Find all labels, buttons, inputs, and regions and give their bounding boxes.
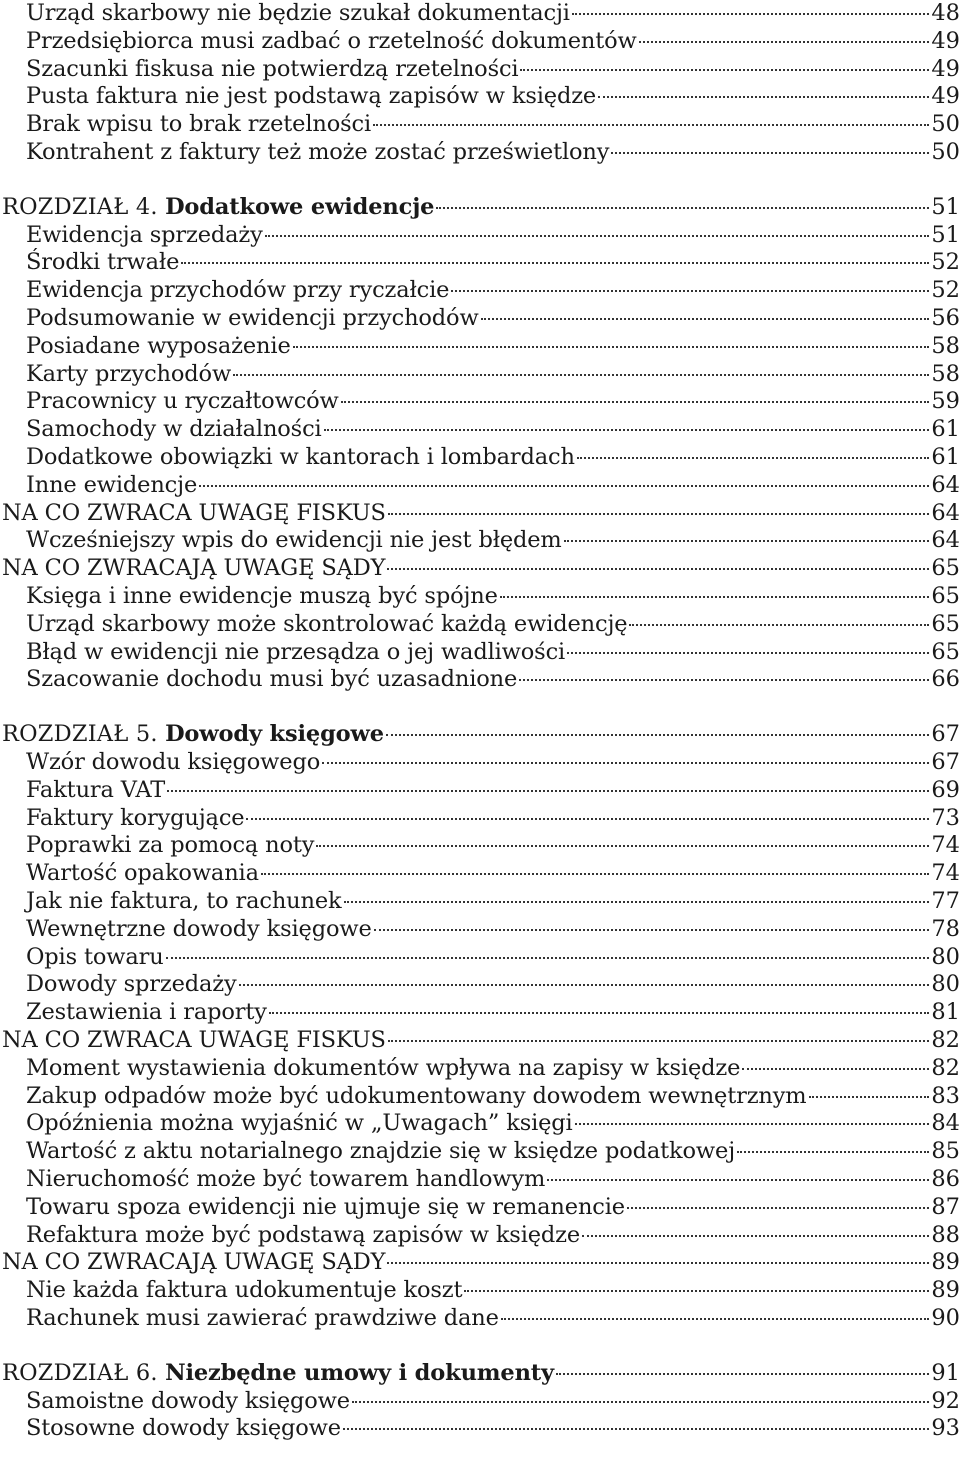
toc-entry xyxy=(0,1414,960,1442)
dot-leader xyxy=(519,679,929,681)
dot-leader xyxy=(809,1096,930,1098)
toc-entry-title: Pracownicy u ryczałtowców xyxy=(26,388,339,414)
toc-entry xyxy=(0,276,960,304)
dot-leader xyxy=(481,318,930,320)
page-number: 80 xyxy=(931,944,960,970)
toc-entry xyxy=(0,748,960,776)
chapter-title: Niezbędne umowy i dokumenty xyxy=(165,1360,554,1386)
page-number: 88 xyxy=(931,1222,960,1248)
toc-entry-title: NA CO ZWRACA UWAGĘ FISKUS xyxy=(2,1027,386,1053)
page-number: 65 xyxy=(931,583,960,609)
toc-entry xyxy=(0,665,960,693)
toc-entry xyxy=(0,638,960,666)
dot-leader xyxy=(322,762,929,764)
toc-entry xyxy=(0,1054,960,1082)
toc-entry-title: Przedsiębiorca musi zadbać o rzetelność dokumentów xyxy=(26,28,637,54)
dot-leader xyxy=(316,845,929,847)
toc-entry xyxy=(0,387,960,415)
page-number: 86 xyxy=(931,1166,960,1192)
toc-entry-title: NA CO ZWRACAJĄ UWAGĘ SĄDY xyxy=(2,555,386,581)
toc-entry xyxy=(0,887,960,915)
page-number: 65 xyxy=(931,555,960,581)
page-number: 61 xyxy=(931,416,960,442)
toc-entry-title: Dodatkowe obowiązki w kantorach i lombardach xyxy=(26,444,575,470)
dot-leader xyxy=(572,13,930,15)
page-number: 64 xyxy=(931,527,960,553)
section-heading xyxy=(0,1248,960,1276)
toc-entry-title: Poprawki za pomocą noty xyxy=(26,832,315,858)
chapter-number: ROZDZIAŁ 5. xyxy=(2,721,166,747)
dot-leader xyxy=(167,790,929,792)
toc-entry-title: Rachunek musi zawierać prawdziwe dane xyxy=(26,1305,499,1331)
toc-entry xyxy=(0,138,960,166)
dot-leader xyxy=(233,374,929,376)
toc-entry xyxy=(0,1276,960,1304)
toc-entry-title: Stosowne dowody księgowe xyxy=(26,1415,341,1441)
toc-entry xyxy=(0,970,960,998)
page-number: 73 xyxy=(931,805,960,831)
page-number: 81 xyxy=(931,999,960,1025)
dot-leader xyxy=(464,1290,929,1292)
chapter-number: ROZDZIAŁ 4. xyxy=(2,194,166,220)
dot-leader xyxy=(166,957,930,959)
page-number: 82 xyxy=(931,1027,960,1053)
page-number: 56 xyxy=(931,305,960,331)
page-number: 85 xyxy=(931,1138,960,1164)
page-number: 74 xyxy=(931,860,960,886)
dot-leader xyxy=(577,457,930,459)
dot-leader xyxy=(265,235,930,237)
chapter-number: ROZDZIAŁ 6. xyxy=(2,1360,166,1386)
dot-leader xyxy=(324,429,930,431)
page-number: 61 xyxy=(931,444,960,470)
toc-entry xyxy=(0,831,960,859)
toc-entry-title: Wartość z aktu notarialnego znajdzie się w księdze podatkowej xyxy=(26,1138,736,1164)
page-number: 65 xyxy=(931,611,960,637)
toc-entry-title: NA CO ZWRACAJĄ UWAGĘ SĄDY xyxy=(2,1249,386,1275)
page-number: 50 xyxy=(931,111,960,137)
toc-entry xyxy=(0,304,960,332)
dot-leader xyxy=(388,513,930,515)
dot-leader xyxy=(627,1207,929,1209)
page-number: 64 xyxy=(931,472,960,498)
toc-entry xyxy=(0,526,960,554)
dot-leader xyxy=(199,485,929,487)
toc-entry-title: Faktury korygujące xyxy=(26,805,245,831)
toc-entry xyxy=(0,0,960,27)
toc-entry xyxy=(0,471,960,499)
dot-leader xyxy=(500,596,930,598)
toc-entry xyxy=(0,1137,960,1165)
toc-entry-title xyxy=(2,720,384,748)
page-number: 66 xyxy=(931,666,960,692)
page-number: 67 xyxy=(931,721,960,747)
chapter-heading xyxy=(0,720,960,748)
dot-leader xyxy=(344,901,930,903)
dot-leader xyxy=(181,262,929,264)
dot-leader xyxy=(575,1123,930,1125)
dot-leader xyxy=(269,1012,930,1014)
page-number: 77 xyxy=(931,888,960,914)
chapter-title: Dowody księgowe xyxy=(165,721,384,747)
toc-entry-title: Faktura VAT xyxy=(26,777,166,803)
toc-entry-title: Błąd w ewidencji nie przesądza o jej wadliwości xyxy=(26,639,566,665)
page-number: 52 xyxy=(931,249,960,275)
page-number: 49 xyxy=(931,83,960,109)
toc-entry xyxy=(0,360,960,388)
page-number: 80 xyxy=(931,971,960,997)
toc-entry xyxy=(0,110,960,138)
dot-leader xyxy=(373,124,929,126)
section-heading xyxy=(0,499,960,527)
section-heading xyxy=(0,1026,960,1054)
toc-entry xyxy=(0,610,960,638)
toc-entry xyxy=(0,82,960,110)
toc-entry-title: Urząd skarbowy może skontrolować każdą ewidencję xyxy=(26,611,628,637)
toc-entry xyxy=(0,1221,960,1249)
page-number: 49 xyxy=(931,56,960,82)
dot-leader xyxy=(520,69,929,71)
page-number: 89 xyxy=(931,1277,960,1303)
dot-leader xyxy=(451,290,929,292)
dot-leader xyxy=(261,873,930,875)
toc-entry-title: Szacunki fiskusa nie potwierdzą rzetelności xyxy=(26,56,519,82)
toc-entry-title: Towaru spoza ewidencji nie ujmuje się w remanencie xyxy=(26,1194,625,1220)
dot-leader xyxy=(567,652,929,654)
page-number: 58 xyxy=(931,333,960,359)
toc-entry xyxy=(0,776,960,804)
dot-leader xyxy=(582,1235,929,1237)
toc-entry-title: Środki trwałe xyxy=(26,249,180,275)
toc-entry-title: Samochody w działalności xyxy=(26,416,322,442)
dot-leader xyxy=(387,568,929,570)
dot-leader xyxy=(629,624,929,626)
page-number: 89 xyxy=(931,1249,960,1275)
toc-entry-title: Podsumowanie w ewidencji przychodów xyxy=(26,305,479,331)
toc-entry xyxy=(0,1304,960,1332)
page-number: 49 xyxy=(931,28,960,54)
toc-entry xyxy=(0,1165,960,1193)
toc-entry-title: Księga i inne ewidencje muszą być spójne xyxy=(26,583,498,609)
toc-entry xyxy=(0,804,960,832)
dot-leader xyxy=(388,1040,930,1042)
page-number: 48 xyxy=(931,0,960,26)
toc-entry-title: Opóźnienia można wyjaśnić w „Uwagach” księgi xyxy=(26,1110,573,1136)
toc-entry-title: Wzór dowodu księgowego xyxy=(26,749,321,775)
page-number: 82 xyxy=(931,1055,960,1081)
page-number: 59 xyxy=(931,388,960,414)
toc-entry-title: Urząd skarbowy nie będzie szukał dokumentacji xyxy=(26,0,570,26)
toc-entry-title: Wewnętrzne dowody księgowe xyxy=(26,916,372,942)
chapter-title: Dodatkowe ewidencje xyxy=(165,194,435,220)
toc-entry-title: NA CO ZWRACA UWAGĘ FISKUS xyxy=(2,500,386,526)
dot-leader xyxy=(547,1179,929,1181)
toc-entry xyxy=(0,1193,960,1221)
dot-leader xyxy=(293,346,930,348)
dot-leader xyxy=(239,984,930,986)
toc-entry-title: Zakup odpadów może być udokumentowany dowodem wewnętrznym xyxy=(26,1083,807,1109)
page-number: 50 xyxy=(931,139,960,165)
dot-leader xyxy=(556,1373,929,1375)
dot-leader xyxy=(374,929,930,931)
toc-entry-title: Wartość opakowania xyxy=(26,860,259,886)
dot-leader xyxy=(246,818,929,820)
chapter-heading xyxy=(0,1359,960,1387)
dot-leader xyxy=(387,1262,929,1264)
page-number: 69 xyxy=(931,777,960,803)
toc-entry-title: Nie każda faktura udokumentuje koszt xyxy=(26,1277,463,1303)
toc-entry-title: Szacowanie dochodu musi być uzasadnione xyxy=(26,666,518,692)
page-number: 65 xyxy=(931,639,960,665)
page-number: 87 xyxy=(931,1194,960,1220)
page-number: 78 xyxy=(931,916,960,942)
toc-entry xyxy=(0,443,960,471)
page-number: 83 xyxy=(931,1083,960,1109)
toc-entry xyxy=(0,55,960,83)
toc-entry xyxy=(0,1082,960,1110)
toc-entry-title: Samoistne dowody księgowe xyxy=(26,1388,350,1414)
toc-entry xyxy=(0,415,960,443)
toc-entry-title: Ewidencja przychodów przy ryczałcie xyxy=(26,277,450,303)
page-number: 64 xyxy=(931,500,960,526)
toc-entry xyxy=(0,221,960,249)
toc-entry-title: Dowody sprzedaży xyxy=(26,971,237,997)
toc-entry-title: Wcześniejszy wpis do ewidencji nie jest błędem xyxy=(26,527,562,553)
page-number: 52 xyxy=(931,277,960,303)
page-number: 92 xyxy=(931,1388,960,1414)
page-number: 67 xyxy=(931,749,960,775)
page-number: 74 xyxy=(931,832,960,858)
dot-leader xyxy=(564,540,930,542)
toc-entry-title: Jak nie faktura, to rachunek xyxy=(26,888,342,914)
toc-entry-title: Karty przychodów xyxy=(26,361,232,387)
toc-entry xyxy=(0,27,960,55)
dot-leader xyxy=(352,1401,929,1403)
page-number: 58 xyxy=(931,361,960,387)
toc-entry xyxy=(0,859,960,887)
toc-entry-title xyxy=(2,193,434,221)
page-number: 84 xyxy=(931,1110,960,1136)
dot-leader xyxy=(386,734,929,736)
toc-entry-title: Posiadane wyposażenie xyxy=(26,333,291,359)
toc-entry xyxy=(0,915,960,943)
dot-leader xyxy=(501,1318,930,1320)
toc-entry-title: Nieruchomość może być towarem handlowym xyxy=(26,1166,546,1192)
dot-leader xyxy=(436,207,929,209)
page-number: 51 xyxy=(931,194,960,220)
toc-entry xyxy=(0,1387,960,1415)
toc-entry xyxy=(0,998,960,1026)
toc-entry-title xyxy=(2,1359,554,1387)
toc-entry-title: Zestawienia i raporty xyxy=(26,999,267,1025)
toc-entry-title: Moment wystawienia dokumentów wpływa na zapisy w księdze xyxy=(26,1055,741,1081)
toc-entry-title: Brak wpisu to brak rzetelności xyxy=(26,111,371,137)
chapter-heading xyxy=(0,193,960,221)
dot-leader xyxy=(598,96,929,98)
page-number: 91 xyxy=(931,1360,960,1386)
toc-entry-title: Ewidencja sprzedaży xyxy=(26,222,263,248)
page-number: 51 xyxy=(931,222,960,248)
toc-entry xyxy=(0,582,960,610)
dot-leader xyxy=(639,41,930,43)
toc-entry-title: Refaktura może być podstawą zapisów w księdze xyxy=(26,1222,581,1248)
dot-leader xyxy=(737,1151,929,1153)
section-heading xyxy=(0,554,960,582)
toc-entry-title: Pusta faktura nie jest podstawą zapisów w księdze xyxy=(26,83,597,109)
dot-leader xyxy=(341,401,930,403)
page-number: 90 xyxy=(931,1305,960,1331)
dot-leader xyxy=(742,1068,929,1070)
toc-entry-title: Inne ewidencje xyxy=(26,472,198,498)
toc-entry-title: Opis towaru xyxy=(26,944,164,970)
toc-entry-title: Kontrahent z faktury też może zostać prześwietlony xyxy=(26,139,610,165)
toc-entry xyxy=(0,943,960,971)
dot-leader xyxy=(343,1428,929,1430)
dot-leader xyxy=(611,152,929,154)
toc-entry xyxy=(0,248,960,276)
page-number: 93 xyxy=(931,1415,960,1441)
toc-entry xyxy=(0,1109,960,1137)
toc-entry xyxy=(0,332,960,360)
